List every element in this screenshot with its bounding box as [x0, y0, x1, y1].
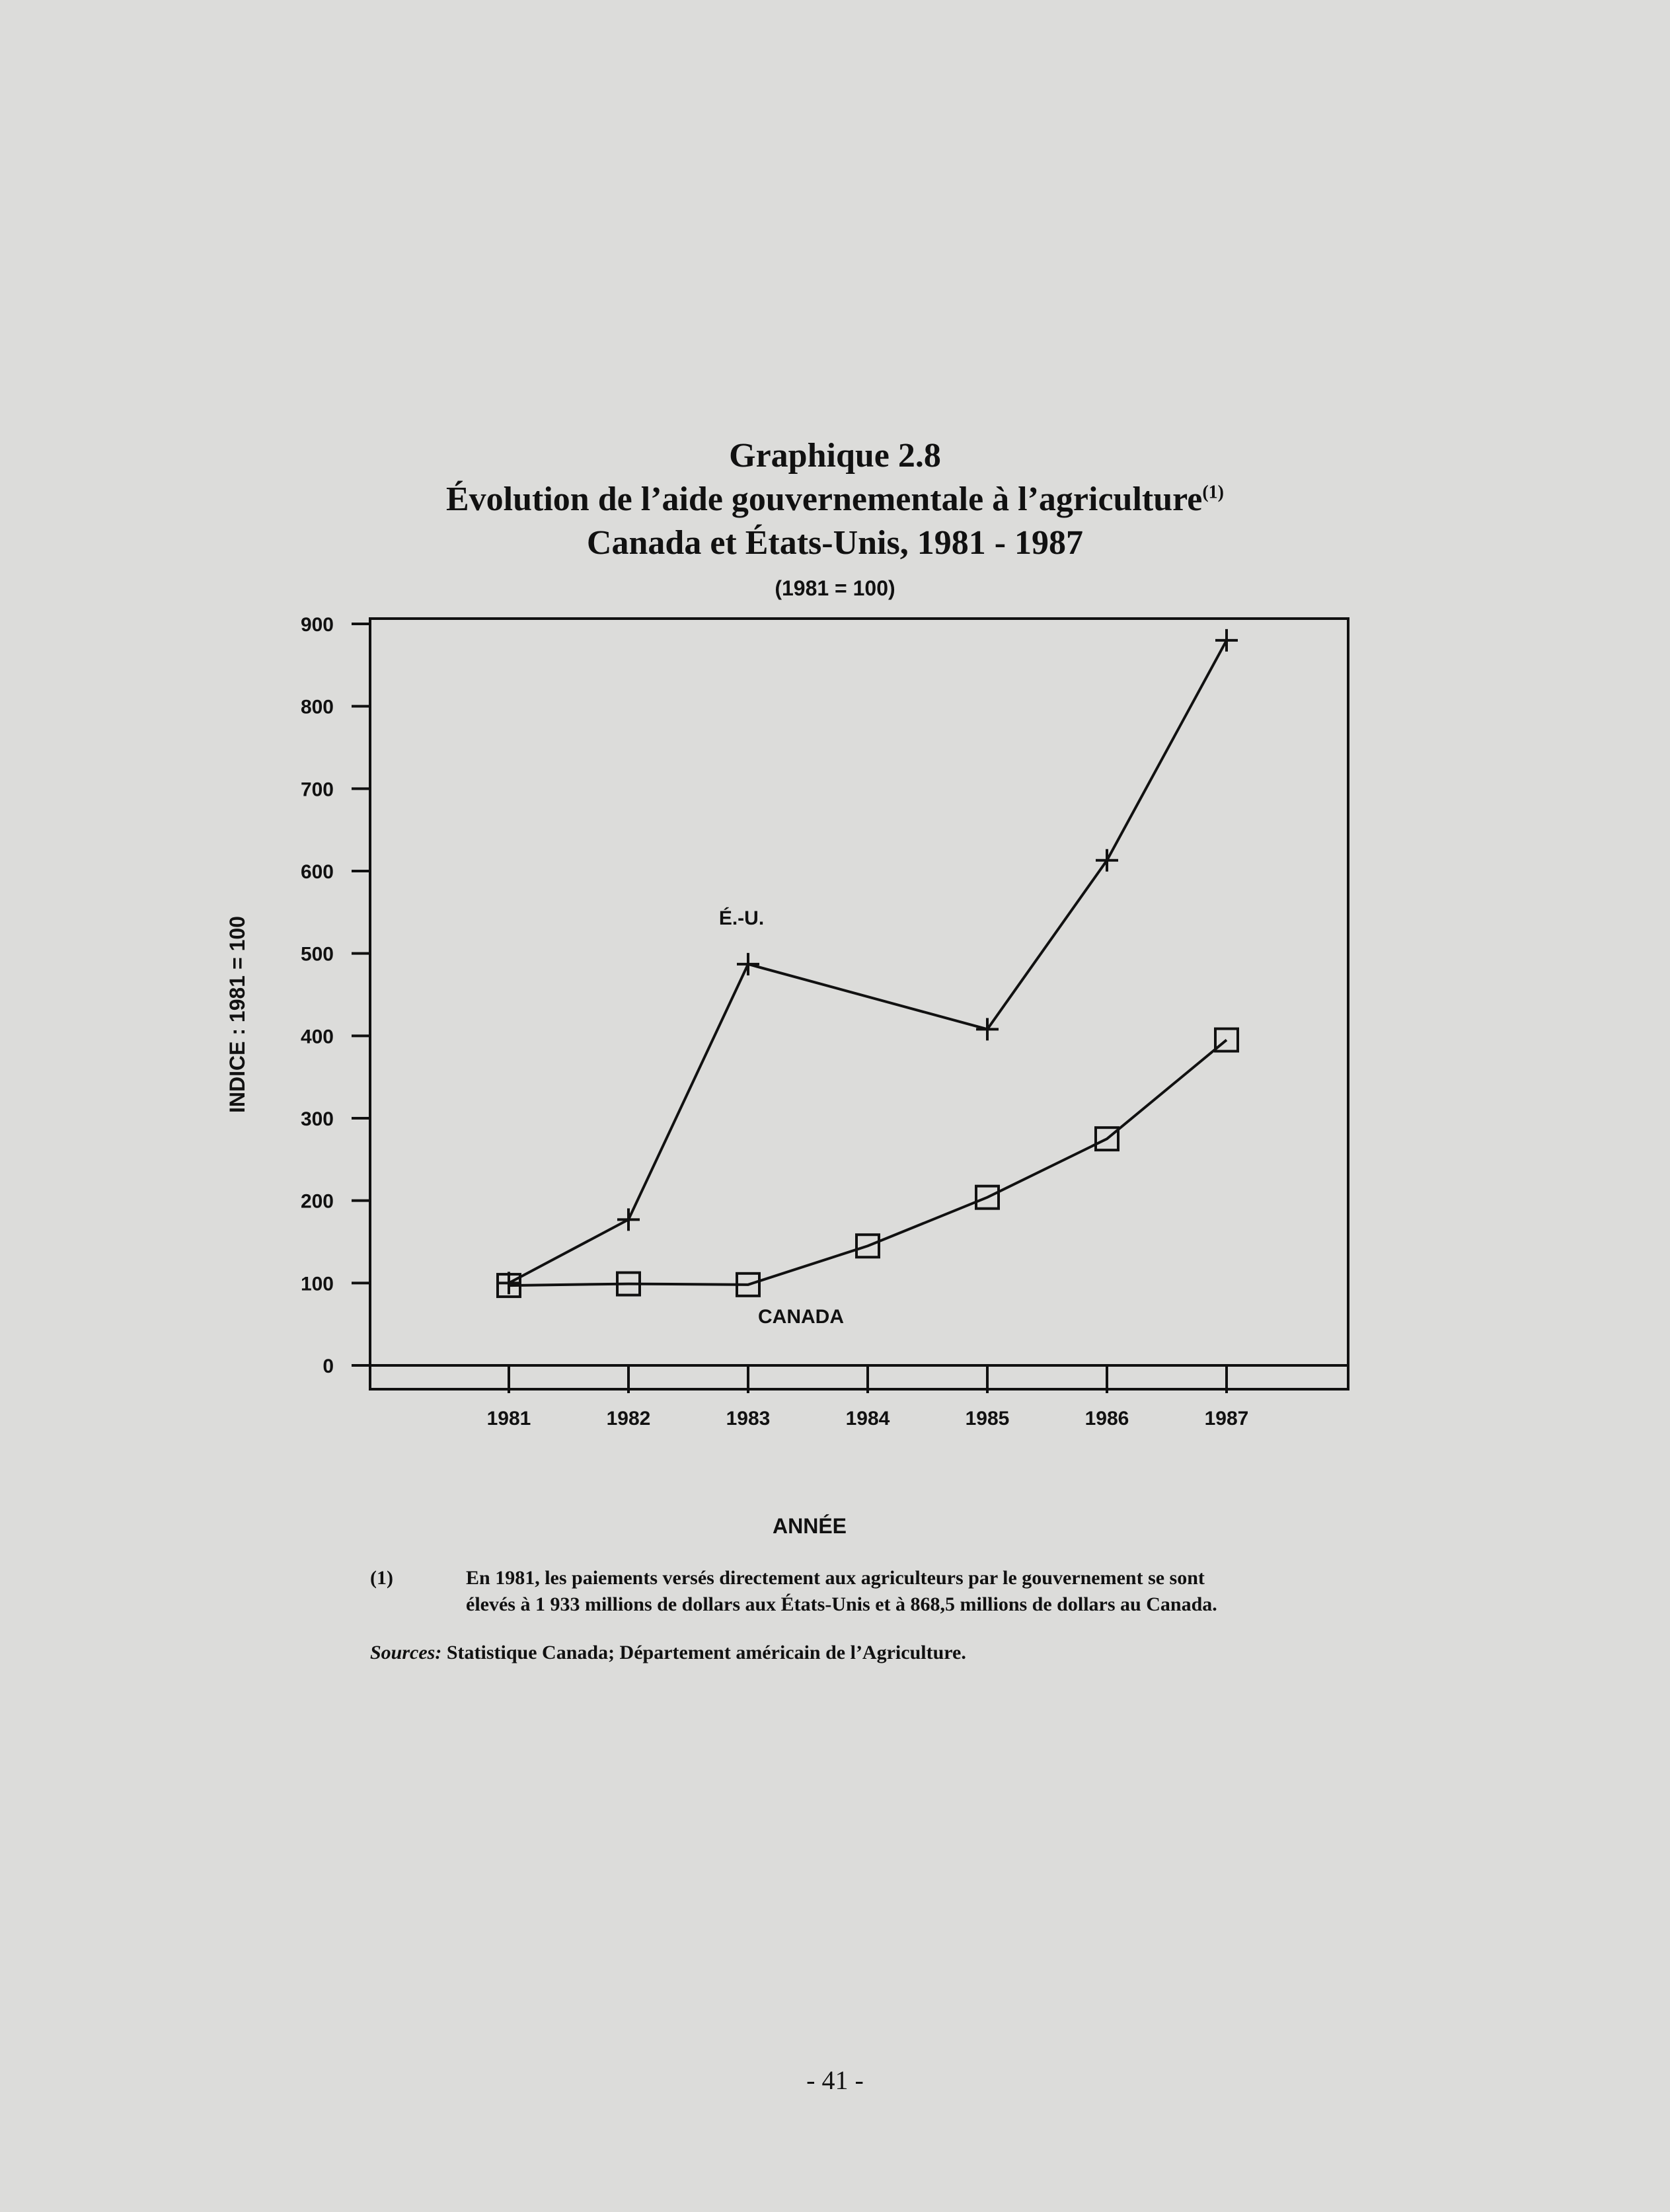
sources-label: Sources: — [370, 1642, 442, 1663]
y-tick-label: 900 — [300, 614, 334, 636]
y-tick-label: 200 — [300, 1190, 334, 1213]
series-group — [498, 629, 1238, 1328]
x-axis — [487, 1365, 1249, 1430]
series-label: CANADA — [758, 1305, 844, 1328]
x-tick-label: 1984 — [845, 1408, 890, 1430]
footnote-line1: En 1981, les paiements versés directement aux agriculteurs par le gouvernement se sont — [466, 1567, 1205, 1589]
x-tick-label: 1982 — [606, 1408, 651, 1430]
sources-text: Statistique Canada; Département américain de l’Agriculture. — [446, 1642, 966, 1663]
page-number: - 41 - — [806, 2065, 864, 2095]
y-axis — [301, 614, 1348, 1377]
y-tick-label: 300 — [300, 1108, 334, 1130]
y-tick-label: 400 — [300, 1026, 334, 1048]
data-point-plus — [617, 1208, 640, 1231]
figure-label: Graphique 2.8 — [729, 437, 941, 475]
x-tick-label: 1981 — [486, 1408, 531, 1430]
figure-title-text: Évolution de l’aide gouvernementale à l’agriculture — [445, 480, 1203, 518]
data-point-plus — [1215, 629, 1238, 652]
y-tick-label: 700 — [300, 779, 334, 801]
base-note: (1981 = 100) — [775, 576, 895, 600]
title-note-ref: (1) — [1202, 482, 1225, 503]
series-label: É.-U. — [718, 907, 765, 929]
figure-title-line2: Canada et États-Unis, 1981 - 1987 — [586, 524, 1084, 562]
x-tick-label: 1986 — [1084, 1408, 1129, 1430]
y-tick-label: 500 — [300, 943, 334, 966]
x-tick-label: 1983 — [726, 1408, 771, 1430]
x-tick-label: 1985 — [965, 1408, 1010, 1430]
series-line — [509, 640, 1227, 1283]
y-tick-label: 0 — [323, 1355, 334, 1377]
data-point-plus — [737, 953, 759, 975]
y-axis-label: INDICE : 1981 = 100 — [225, 916, 249, 1113]
series-line — [509, 1040, 1227, 1286]
y-tick-label: 100 — [300, 1273, 334, 1295]
y-tick-label: 800 — [300, 696, 334, 718]
y-tick-label: 600 — [300, 861, 334, 883]
x-axis-label: ANNÉE — [772, 1514, 847, 1538]
sources — [370, 1642, 966, 1664]
data-point-plus — [976, 1018, 999, 1040]
footnote-text — [466, 1565, 1391, 1618]
footnote-number: (1) — [370, 1567, 393, 1589]
x-tick-label: 1987 — [1204, 1408, 1249, 1430]
footnote-line2: élevés à 1 933 millions de dollars aux États-Unis et à 868,5 millions de dollars au Canada. — [466, 1593, 1217, 1615]
line-chart — [198, 595, 1427, 1573]
data-point-plus — [1096, 849, 1118, 872]
figure-title-line1 — [0, 480, 1670, 519]
